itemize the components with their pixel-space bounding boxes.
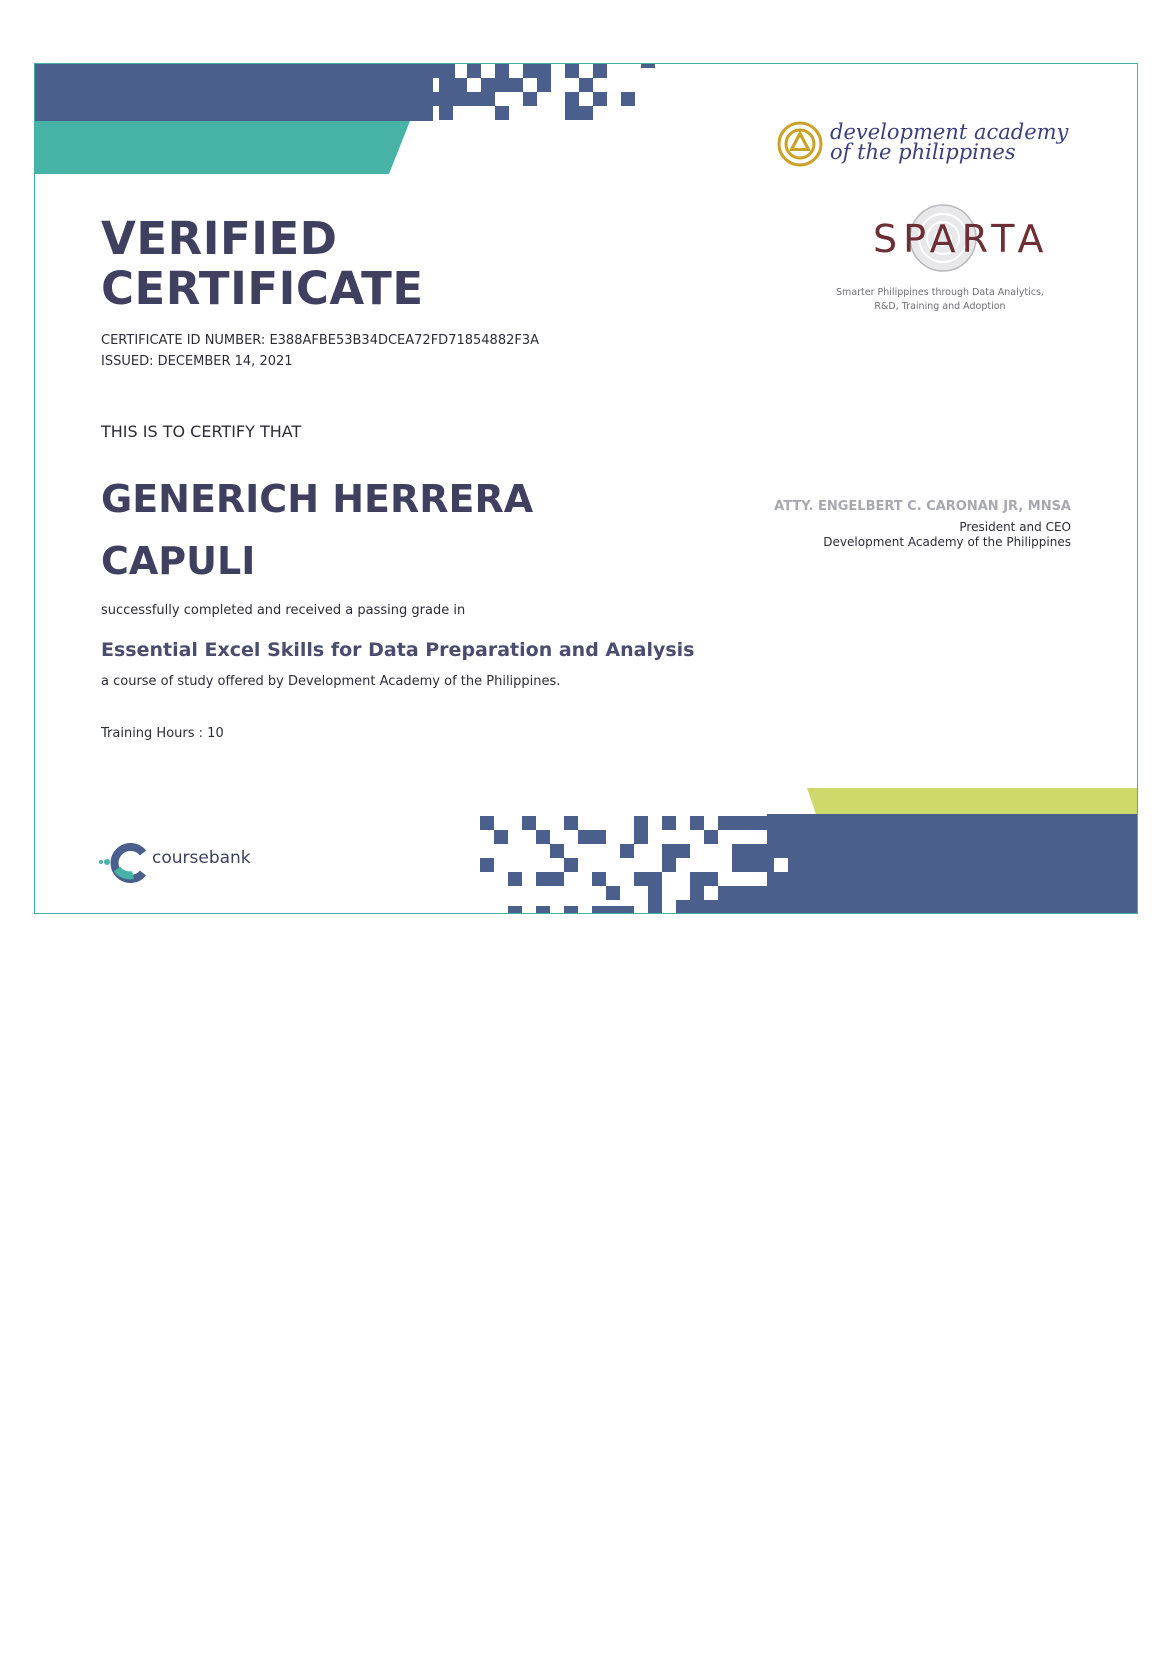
dap-wordmark-line2: of the philippines xyxy=(830,140,1016,164)
certificate-title xyxy=(101,214,424,314)
training-hours-value: 10 xyxy=(207,726,224,741)
signer-name: ATTY. ENGELBERT C. CARONAN JR, MNSA xyxy=(774,499,1071,514)
course-name: Essential Excel Skills for Data Preparation and Analysis xyxy=(101,639,695,661)
recipient-name-line2: CAPULI xyxy=(101,539,256,583)
certificate-id-label: CERTIFICATE ID NUMBER: xyxy=(101,333,266,348)
training-hours xyxy=(101,726,224,741)
recipient-name xyxy=(101,468,533,592)
issued-date xyxy=(101,351,539,372)
sparta-tagline-line2: R&D, Training and Adoption xyxy=(874,301,1006,312)
dap-wordmark xyxy=(830,122,1068,162)
sparta-tagline-line1: Smarter Philippines through Data Analytics, xyxy=(836,287,1044,298)
certify-statement: THIS IS TO CERTIFY THAT xyxy=(101,422,302,441)
sparta-wordmark: SPARTA xyxy=(873,217,1050,261)
top-decoration xyxy=(35,64,735,184)
certificate-id-value: E388AFBE53B34DCEA72FD71854882F3A xyxy=(269,333,540,348)
issued-value: DECEMBER 14, 2021 xyxy=(157,354,293,369)
title-line2: CERTIFICATE xyxy=(101,262,424,315)
certificate-id xyxy=(101,330,539,351)
signer-position: President and CEO xyxy=(959,520,1071,534)
recipient-name-line1: GENERICH HERRERA xyxy=(101,477,534,521)
issued-label: ISSUED: xyxy=(101,354,154,369)
certificate xyxy=(34,63,1138,914)
signer-role xyxy=(823,520,1071,550)
dap-seal-icon xyxy=(777,121,823,167)
coursebank-wordmark: coursebank xyxy=(152,848,251,868)
dap-wordmark-line1: development academy xyxy=(830,120,1069,144)
signer-organization: Development Academy of the Philippines xyxy=(823,535,1071,549)
training-hours-label: Training Hours : xyxy=(101,726,204,741)
coursebank-logo-icon xyxy=(97,843,151,883)
completion-statement: successfully completed and received a passing grade in xyxy=(101,603,466,618)
title-line1: VERIFIED xyxy=(101,212,338,265)
offered-by-statement: a course of study offered by Development Academy of the Philippines. xyxy=(101,674,561,689)
certificate-meta xyxy=(101,330,539,372)
sparta-tagline xyxy=(835,286,1045,314)
